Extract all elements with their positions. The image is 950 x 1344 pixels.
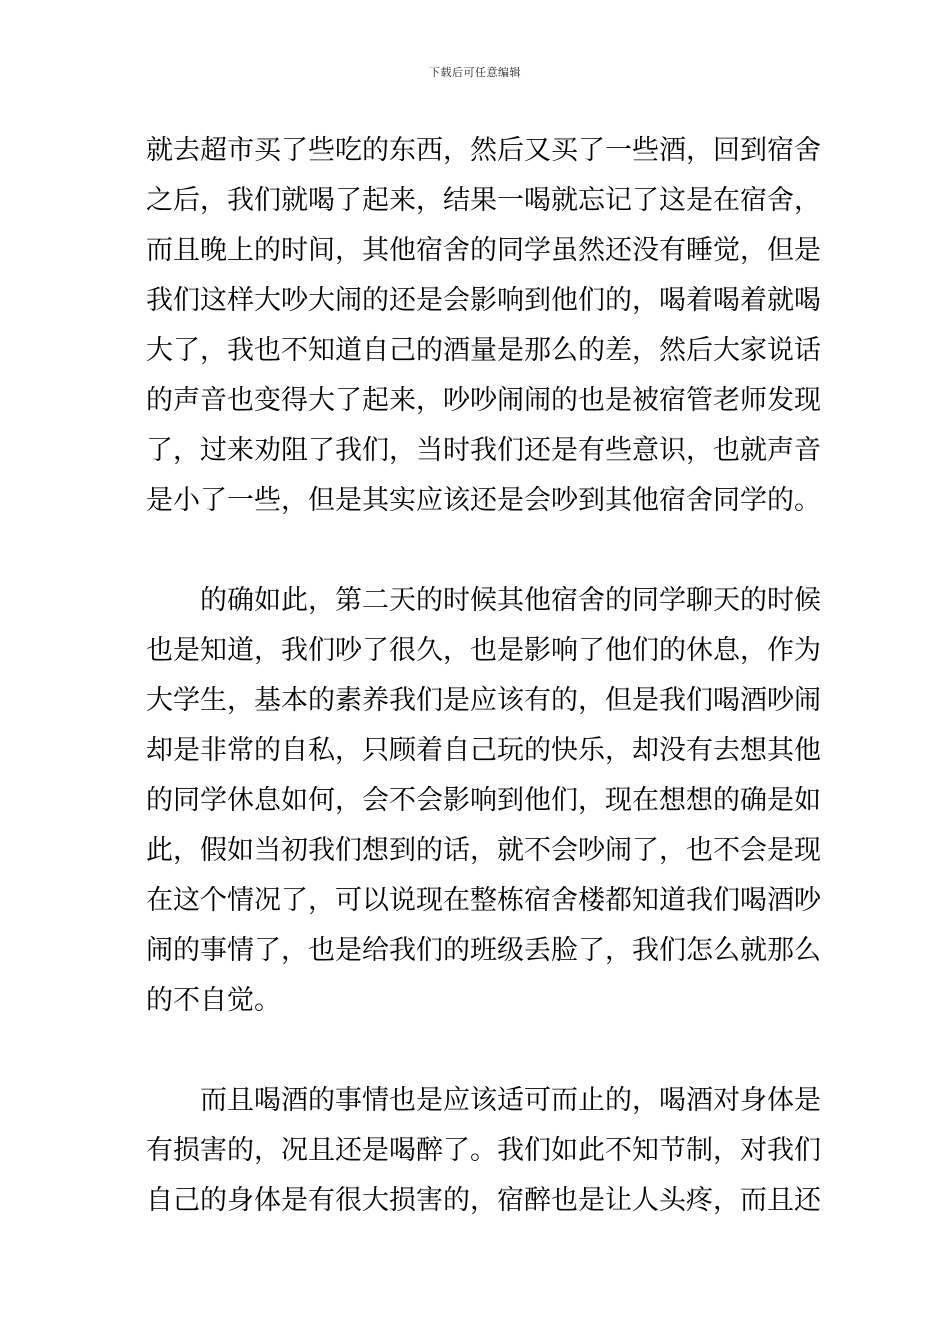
- page-header: 下载后可任意编辑: [429, 66, 521, 79]
- text-line: 自己的身体是有很大损害的，宿醉也是让人头疼，而且还: [146, 1185, 821, 1216]
- text-line: 的确如此，第二天的时候其他宿舍的同学聊天的时候: [200, 585, 821, 616]
- paragraph-3: [146, 1076, 821, 1226]
- text-line: 大学生，基本的素养我们是应该有的，但是我们喝酒吵闹: [146, 685, 821, 716]
- paragraph-gap: [146, 526, 810, 576]
- text-line: 也是知道，我们吵了很久，也是影响了他们的休息，作为: [146, 635, 821, 666]
- text-line: 有损害的，况且还是喝醉了。我们如此不知节制，对我们: [146, 1135, 821, 1166]
- paragraph-2: [146, 576, 821, 1026]
- paragraph-gap: [146, 1026, 810, 1076]
- text-line: 之后，我们就喝了起来，结果一喝就忘记了这是在宿舍，: [146, 185, 821, 216]
- text-line: 我们这样大吵大闹的还是会影响到他们的，喝着喝着就喝: [146, 285, 821, 316]
- text-line: 的同学休息如何，会不会影响到他们，现在想想的确是如: [146, 785, 821, 816]
- text-line: 的声音也变得大了起来，吵吵闹闹的也是被宿管老师发现: [146, 385, 821, 416]
- text-line: 闹的事情了，也是给我们的班级丢脸了，我们怎么就那么: [146, 935, 821, 966]
- text-line: 在这个情况了，可以说现在整栋宿舍楼都知道我们喝酒吵: [146, 885, 821, 916]
- text-line: 此，假如当初我们想到的话，就不会吵闹了，也不会是现: [146, 835, 821, 866]
- paragraph-1: [146, 126, 821, 526]
- text-line: 却是非常的自私，只顾着自己玩的快乐，却没有去想其他: [146, 735, 821, 766]
- document-body: [146, 126, 821, 1226]
- text-line: 了，过来劝阻了我们，当时我们还是有些意识，也就声音: [146, 435, 821, 466]
- text-line: 的不自觉。: [146, 985, 281, 1016]
- text-line: 而且喝酒的事情也是应该适可而止的，喝酒对身体是: [200, 1085, 821, 1116]
- text-line: 是小了一些，但是其实应该还是会吵到其他宿舍同学的。: [146, 485, 821, 516]
- text-line: 就去超市买了些吃的东西，然后又买了一些酒，回到宿舍: [146, 135, 821, 166]
- text-line: 而且晚上的时间，其他宿舍的同学虽然还没有睡觉，但是: [146, 235, 821, 266]
- text-line: 大了，我也不知道自己的酒量是那么的差，然后大家说话: [146, 335, 821, 366]
